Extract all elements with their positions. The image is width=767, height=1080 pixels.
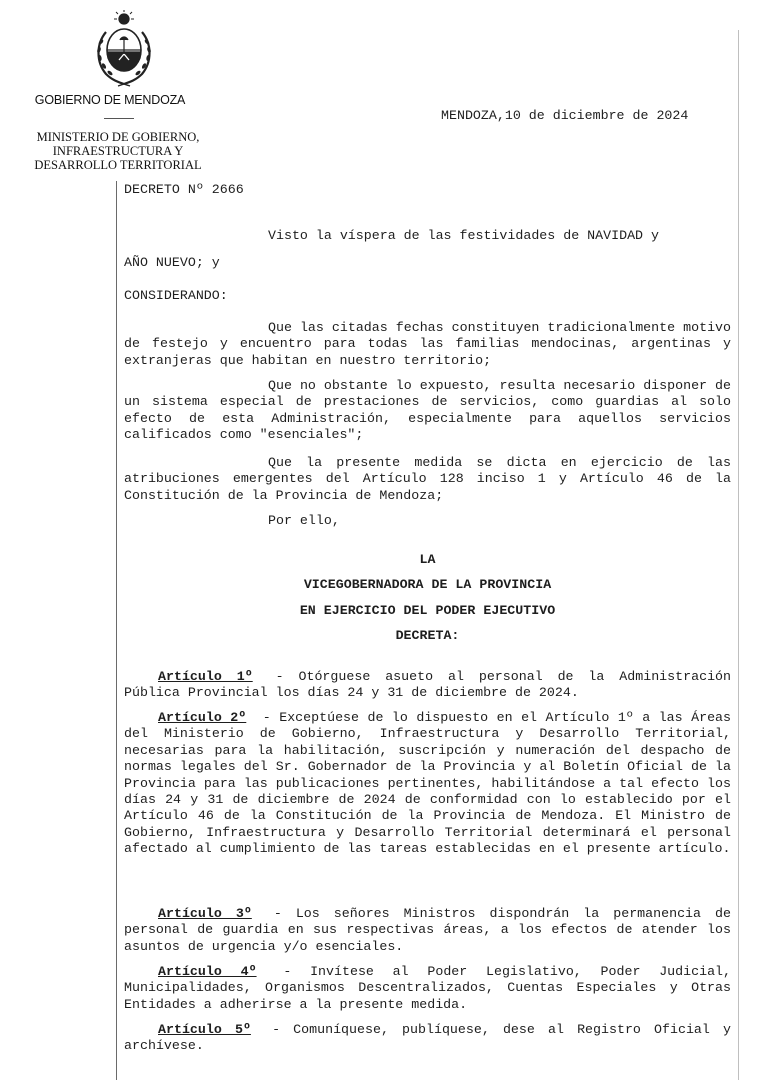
- header-divider: [104, 118, 134, 119]
- considerando-lead: Que no obstante lo expuesto, resulta necesario: [268, 378, 636, 393]
- considerando-text: motivo de festejo y encuentro para todas las familias mendocinas, argentinas y extranjeras que habitan en nuestro territorio;: [124, 320, 732, 368]
- article-text: - Los señores Ministros dispondrán la permanencia de personal de guardia en sus respectivas áreas, a los efectos de atender los asuntos de urgencia y/o esenciales.: [124, 906, 731, 954]
- right-margin-line: [738, 30, 739, 1080]
- government-name: GOBIERNO DE MENDOZA: [34, 93, 186, 107]
- ministry-line: DESARROLLO TERRITORIAL: [34, 158, 202, 172]
- heading-line: EN EJERCICIO DEL PODER EJECUTIVO: [299, 603, 556, 618]
- considerando-text: disponer de un sistema especial de prestaciones de servicios, como guardias al solo efecto de esta Administración, especialmente para aquellos servicios calificados como "esenciales";: [124, 378, 731, 443]
- visto-paragraph: [124, 228, 731, 244]
- article-1: [124, 669, 731, 702]
- considerando-label: CONSIDERANDO:: [124, 288, 228, 303]
- por-ello: Por ello,: [268, 513, 340, 528]
- article-title: Artículo 2º: [158, 710, 247, 725]
- decree-date: MENDOZA,10 de diciembre de 2024: [441, 108, 689, 123]
- article-title: Artículo 3º: [158, 906, 252, 921]
- ministry-line: MINISTERIO DE GOBIERNO,: [36, 130, 200, 144]
- article-title: Artículo 5º: [158, 1022, 251, 1037]
- decree-number: DECRETO Nº 2666: [124, 182, 244, 197]
- article-title: Artículo 4º: [158, 964, 257, 979]
- ministry-name: [18, 130, 218, 172]
- considerando-lead: Que la presente medida se dicta en ejercicio de las: [268, 455, 731, 470]
- visto-continuation: AÑO NUEVO; y: [124, 255, 220, 270]
- article-title: Artículo 1º: [158, 669, 253, 684]
- article-text: - Exceptúese de lo dispuesto en el Artículo 1º a las Áreas del Ministerio de Gobierno, Infraestructura y Desarrollo Territorial, necesarias para la habilitación, suscripción y numeración del despacho de normas legales del Sr. Gobernador de la Provincia y al Boletín Oficial de la Provincia para las publicaciones pertinentes, habilitándose a tal efecto los días 24 y 31 de diciembre de 2024 de conformidad con lo establecido por el Artículo 46 de la Constitución de la Provincia de Mendoza. El Ministro de Gobierno, Infraestructura y Desarrollo Territorial determinará el personal afectado al cumplimiento de las tareas establecidas en el presente artículo.: [124, 710, 732, 857]
- visto-text: Visto la víspera de las festividades de NAVIDAD y: [268, 228, 659, 243]
- ministry-line: INFRAESTRUCTURA Y: [52, 144, 184, 158]
- article-text: - Otórguese asueto al personal de la Administración Pública Provincial los días 24 y 31 de diciembre de 2024.: [124, 669, 732, 701]
- article-text: - Invítese al Poder Legislativo, Poder Judicial, Municipalidades, Organismos Descentralizados, Cuentas Especiales y Otras Entidades a adherirse a la presente medida.: [124, 964, 732, 1012]
- considerando-paragraph: [124, 320, 731, 369]
- considerando-text: atribuciones emergentes del Artículo 128 inciso 1 y Artículo 46 de la Constitución de la Provincia de Mendoza;: [124, 471, 731, 503]
- article-3: [124, 906, 731, 955]
- heading-line: VICEGOBERNADORA DE LA PROVINCIA: [303, 577, 552, 592]
- considerando-paragraph: [124, 378, 731, 444]
- article-5: [124, 1022, 731, 1055]
- left-margin-line: [116, 181, 117, 1080]
- considerando-paragraph: [124, 455, 731, 504]
- heading-line: DECRETA:: [395, 628, 460, 643]
- considerando-lead: Que las citadas fechas constituyen tradicionalmente: [268, 320, 676, 335]
- article-4: [124, 964, 731, 1013]
- article-text: - Comuníquese, publíquese, dese al Registro Oficial y archívese.: [124, 1022, 731, 1054]
- heading-line: LA: [419, 552, 436, 567]
- coat-of-arms-icon: [92, 10, 156, 88]
- article-2: [124, 710, 731, 858]
